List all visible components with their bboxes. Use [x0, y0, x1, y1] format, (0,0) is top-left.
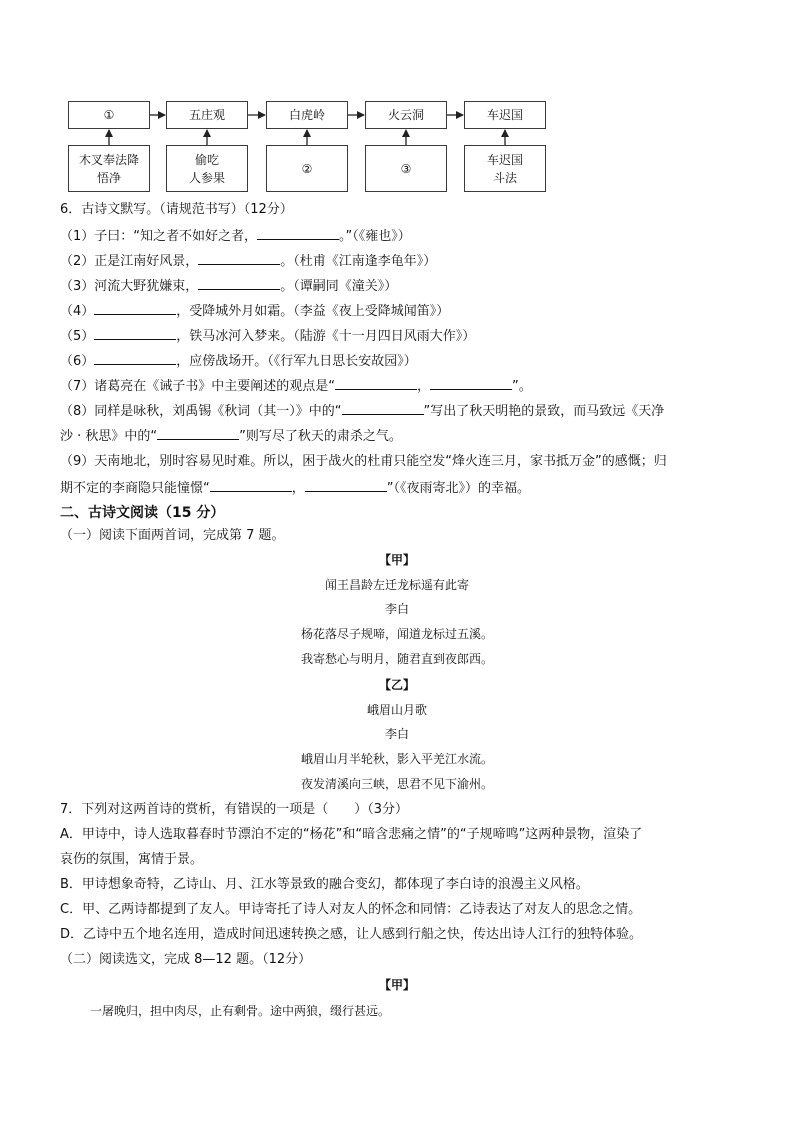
answer-blank[interactable]: [157, 425, 239, 440]
q6-item-4: [60, 300, 449, 322]
poem-b-label: 【乙】: [378, 678, 415, 692]
q6-item-1-text-b: 。”（《雍也》）: [339, 229, 411, 244]
q6-item-8-line-1: [60, 400, 664, 422]
flowchart-arrows: [0, 0, 794, 200]
poem-a-title: 闻王昌龄左迁龙标遥有此寄: [324, 578, 469, 592]
q6-item-2: [60, 250, 436, 272]
q6-item-6-text-a: （6）: [60, 354, 95, 369]
q6-item-4-text-a: （4）: [60, 304, 95, 319]
flow-box-top-1: ①: [68, 101, 150, 129]
answer-blank[interactable]: [305, 477, 387, 492]
q6-item-2-text-b: 。（杜甫《江南逢李龟年》）: [280, 254, 437, 269]
poem-a-line-1: 杨花落尽子规啼，闻道龙标过五溪。: [300, 627, 493, 641]
q7-option-c: C．甲、乙两诗都提到了友人。甲诗寄托了诗人对友人的怀念和同情：乙诗表达了对友人的思念之情。: [60, 902, 642, 917]
q7-stem: 7．下列对这两首诗的赏析，有错误的一项是（ ）（3分）: [60, 802, 409, 817]
q6-item-2-text-a: （2）正是江南好风景，: [60, 254, 199, 269]
q6-item-5-text-b: ，铁马冰河入梦来。（陆游《十一月四日风雨大作》）: [176, 329, 476, 344]
answer-blank[interactable]: [198, 250, 280, 265]
q6-item-9-text-d: ”（《夜雨寄北》）的幸福。: [386, 481, 531, 496]
answer-blank[interactable]: [430, 375, 512, 390]
q6-item-9-line-2: [60, 477, 530, 499]
q6-item-8-text-c: 沙 · 秋思》中的“: [60, 429, 158, 444]
q6-item-8-text-b: ”写出了秋天明艳的景致，而马致远《天净: [423, 404, 665, 419]
answer-blank[interactable]: [94, 350, 176, 365]
q6-item-9-text-b: 期不定的李商隐只能憧憬“: [60, 481, 210, 496]
flow-box-top-4: 火云洞: [365, 101, 447, 129]
q6-item-3-text-b: 。（谭嗣同《潼关》）: [280, 279, 398, 294]
q6-item-6-text-b: ，应傍战场开。（《行军九日思长安故园》）: [176, 354, 417, 369]
poem-b-line-1: 峨眉山月半轮秋，影入平羌江水流。: [300, 752, 493, 766]
q6-item-7: [60, 375, 532, 397]
flow-box-top-3: 白虎岭: [266, 101, 348, 129]
q6-item-7-text-c: ”。: [512, 379, 532, 394]
q6-heading: 6．古诗文默写。（请规范书写）（12分）: [60, 202, 293, 217]
q6-item-6: [60, 350, 417, 372]
passage-a-line-1: 一屠晚归，担中肉尽，止有剩骨。途中两狼，缀行甚远。: [90, 1004, 391, 1018]
poem-b-title: 峨眉山月歌: [366, 703, 427, 717]
flow-box-bottom-2: 偷吃 人参果: [166, 145, 248, 192]
answer-blank[interactable]: [342, 400, 424, 415]
answer-blank[interactable]: [198, 275, 280, 290]
q7-option-d: D．乙诗中五个地名连用，造成时间迅速转换之感，让人感到行船之快，传达出诗人江行的独特体验。: [60, 927, 643, 942]
q6-item-8-text-d: ”则写尽了秋天的肃杀之气。: [239, 429, 402, 444]
flow-box-bottom-4: ③: [365, 145, 447, 192]
passage-a-label: 【甲】: [378, 978, 415, 992]
q7-option-b: B．甲诗想象奇特，乙诗山、月、江水等景致的融合变幻，都体现了李白诗的浪漫主义风格。: [60, 877, 589, 892]
poem-a-author: 李白: [384, 602, 409, 616]
q7-option-a-line-2: 哀伤的氛围，寓情于景。: [60, 852, 204, 867]
section-2-sub-1: （一）阅读下面两首词，完成第 7 题。: [60, 528, 285, 543]
q6-item-7-text-b: ，: [417, 379, 431, 394]
q6-item-1-text-a: （1）子曰：“知之者不如好之者，: [60, 229, 258, 244]
q6-item-9-text-c: ，: [291, 481, 305, 496]
flow-box-bottom-3: ②: [266, 145, 348, 192]
q6-item-8-line-2: [60, 425, 402, 447]
poem-a-line-2: 我寄愁心与明月，随君直到夜郎西。: [300, 652, 493, 666]
answer-blank[interactable]: [210, 477, 292, 492]
flow-box-bottom-5: 车迟国 斗法: [464, 145, 546, 192]
q6-item-3-text-a: （3）河流大野犹嫌束，: [60, 279, 199, 294]
flow-box-bottom-1: 木叉奉法降 悟净: [68, 145, 150, 192]
q6-item-4-text-b: ，受降城外月如霜。（李益《夜上受降城闻笛》）: [176, 304, 450, 319]
answer-blank[interactable]: [257, 225, 339, 240]
q6-item-8-text-a: （8）同样是咏秋，刘禹锡《秋词（其一）》中的“: [60, 404, 342, 419]
flow-box-top-2: 五庄观: [166, 101, 248, 129]
poem-a-label: 【甲】: [378, 553, 415, 567]
flow-box-top-5: 车迟国: [464, 101, 546, 129]
q6-item-9-line-1: （9）天南地北，别时容易见时难。所以，困于战火的杜甫只能空发“烽火连三月，家书抵万金”的感慨；归: [60, 454, 667, 469]
answer-blank[interactable]: [94, 325, 176, 340]
poem-b-line-2: 夜发清溪向三峡，思君不见下渝州。: [300, 777, 493, 791]
answer-blank[interactable]: [335, 375, 417, 390]
q6-item-5: [60, 325, 475, 347]
q6-item-5-text-a: （5）: [60, 329, 95, 344]
section-2-heading: 二、古诗文阅读（15 分）: [60, 505, 225, 521]
answer-blank[interactable]: [94, 300, 176, 315]
q6-item-7-text-a: （7）诸葛亮在《诫子书》中主要阐述的观点是“: [60, 379, 336, 394]
section-2-sub-2: （二）阅读选文，完成 8—12 题。（12分）: [60, 952, 312, 967]
q6-item-1: [60, 225, 411, 247]
q7-option-a-line-1: A．甲诗中，诗人选取暮春时节漂泊不定的“杨花”和“暗含悲痛之情”的“子规啼鸣”这两种景物，渲染了: [60, 827, 643, 842]
poem-b-author: 李白: [384, 727, 409, 741]
q6-item-3: [60, 275, 397, 297]
